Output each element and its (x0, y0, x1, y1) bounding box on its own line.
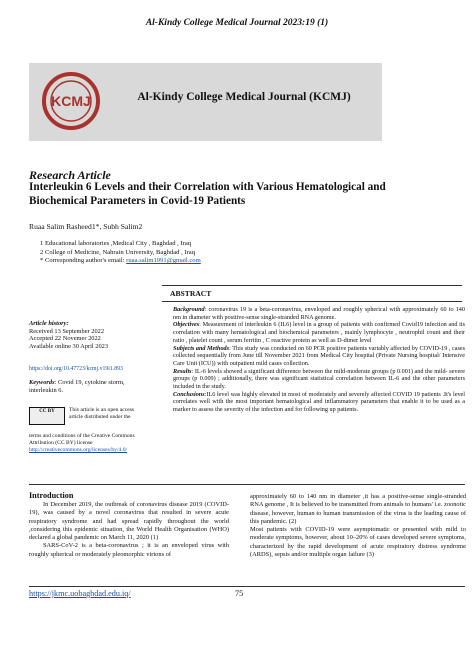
intro-paragraph-3: approximately 60 to 140 nm in diameter ,it has a positive-sense single-stranded RNA genome , It is believed to be transmitted from animals to humans' i.e. zoonotic disease, however, human to human transmission of the virus is the leading cause of this pandemic. (2) (250, 493, 466, 525)
subjects-label: Subjects and Methods (173, 344, 230, 352)
corresponding-email-link[interactable]: ruaa.salim1991@gmail.com (126, 257, 201, 264)
corresponding-label: * Corresponding author's email: (40, 257, 125, 264)
abstract-body (173, 306, 465, 414)
abstract-objectives: Objectives: Measurement of interleukin 6 (IL6) level in a group of patients with confirmed Covid19 infection and its correlation with many hematological and biochemical parameters , mainly lymphocyte , neutrophil count and their ratio , platelet count , serum ferritin , C reactive protein as well as D-dimer level (173, 321, 465, 344)
affiliations (40, 240, 201, 266)
title-line-2: Biochemical Parameters in Covid-19 Patients (29, 195, 246, 207)
banner-title: Al-Kindy College Medical Journal (KCMJ) (137, 91, 351, 103)
keywords-text: : Covid 19, cytokine storm, interleukin 6. (29, 379, 125, 394)
abstract-heading: ABSTRACT (162, 285, 462, 302)
introduction-heading: Introduction (29, 491, 74, 500)
kcmj-logo (41, 71, 101, 131)
corresponding-author (40, 257, 201, 266)
intro-paragraph-4: Most patients with COVID-19 were asymptomatic or presented with mild to moderate symptoms, however, about 10–20% of cases developed severe symptoms, characterized by the rapid development of acute respiratory distress syndrome (ARDS), sepsis and/or multiple organ failure (3) (250, 526, 466, 559)
doi-link[interactable]: https://doi.org/10.47723/kcmj.v19i1.893 (29, 366, 123, 372)
footer-journal-link[interactable]: https://jkmc.uobaghdad.edu.iq/ (29, 589, 131, 598)
affiliation-2: 2 College of Medicine, Nahrain University, Baghdad , Iraq (40, 248, 196, 256)
cc-by-badge-icon[interactable]: CC BY (29, 407, 65, 425)
history-accepted: Accepted 22 Novemer 2022 (29, 335, 101, 343)
license-text-rest: terms and conditions of the Creative Commons Attribution (CC BY) license http://creativecommons.org/licenses/by/4.0/ (29, 433, 154, 454)
history-received: Received 13 September 2022 (29, 327, 105, 335)
article-type: Research Article (29, 168, 111, 182)
license-text-short: This article is an open access article distributed under the (69, 407, 135, 420)
affiliation-1: 1 Educational laboratories ,Medical City , Baghdad , Iraq (40, 240, 192, 247)
intro-column-2 (250, 493, 466, 559)
title-line-1: Interleukin 6 Levels and their Correlation with Various Hematological and (29, 181, 386, 193)
abstract-subjects: Subjects and Methods: This study was conducted on 60 PCR positive patients variably affected by COVID-19 , cases collected sequentially from June till November 2021 from Medical City hospital (Private Nursing hospital/ Intensive Care Unit (ICU)) with outpatient mild cases collection. (173, 344, 466, 367)
keywords (29, 379, 149, 394)
conclusions-label: Conclusions (173, 390, 205, 398)
journal-banner (29, 63, 382, 141)
background-label: Background (173, 306, 205, 313)
intro-column-1 (29, 501, 229, 559)
abstract-background: Background: coronavirus 19 is a beta-coronavirus, enveloped and roughly spherical with approximately 60 to 140 nm in diameter with positive-sense single-stranded RNA genome. (173, 306, 465, 321)
section-divider (29, 484, 465, 485)
article-history (29, 320, 149, 350)
intro-paragraph-2: SARS-CoV-2 is a beta-coronavirus ; it is an enveloped virus with roughly spherical or moderately pleomorphic virions of (29, 542, 229, 558)
journal-running-header: Al-Kindy College Medical Journal 2023:19 (1) (145, 18, 329, 28)
keywords-label: Keywords (29, 379, 55, 386)
abstract-results: Results: IL-6 levels showed a significant difference between the mild-moderate groups (p 0.001) and the mild- severe groups (p 0.009) ; additionally, there was significant statistical correlation between IL-6 and the other parameters included in the study. (173, 367, 465, 391)
logo-text: KCMJ (51, 93, 91, 109)
footer-divider (29, 586, 465, 587)
results-label: Results (173, 367, 192, 375)
page-number: 75 (235, 589, 244, 598)
authors: Ruaa Salim Rasheed1*, Subh Salim2 (29, 222, 143, 231)
intro-paragraph-1: In December 2019, the outbreak of coronavirus disease 2019 (COVID-19), was caused by a novel coronavirus that resulted in severe acute respiratory syndrome and had spread rapidly throughout the world ,considering this epidemic situation, the World Health Organisation (WHO) declared a global pandemic on March 11, 2020 (1) (29, 501, 229, 542)
history-available: Available online 30 April 2023 (29, 342, 109, 350)
article-title (29, 180, 429, 208)
abstract-conclusions: Conclusions:IL6 level was highly elevated in most of moderately and severely affected COVID 19 patients .It's level correlates well with the most important hematological and inflammatory parameters that enable it to be used as a marker to assess the severity of the infection and for following up patients. (173, 390, 465, 414)
objectives-label: Objectives (173, 321, 200, 329)
history-label: Article history: (29, 320, 69, 327)
license-link[interactable]: http://creativecommons.org/licenses/by/4.0/ (29, 447, 128, 453)
